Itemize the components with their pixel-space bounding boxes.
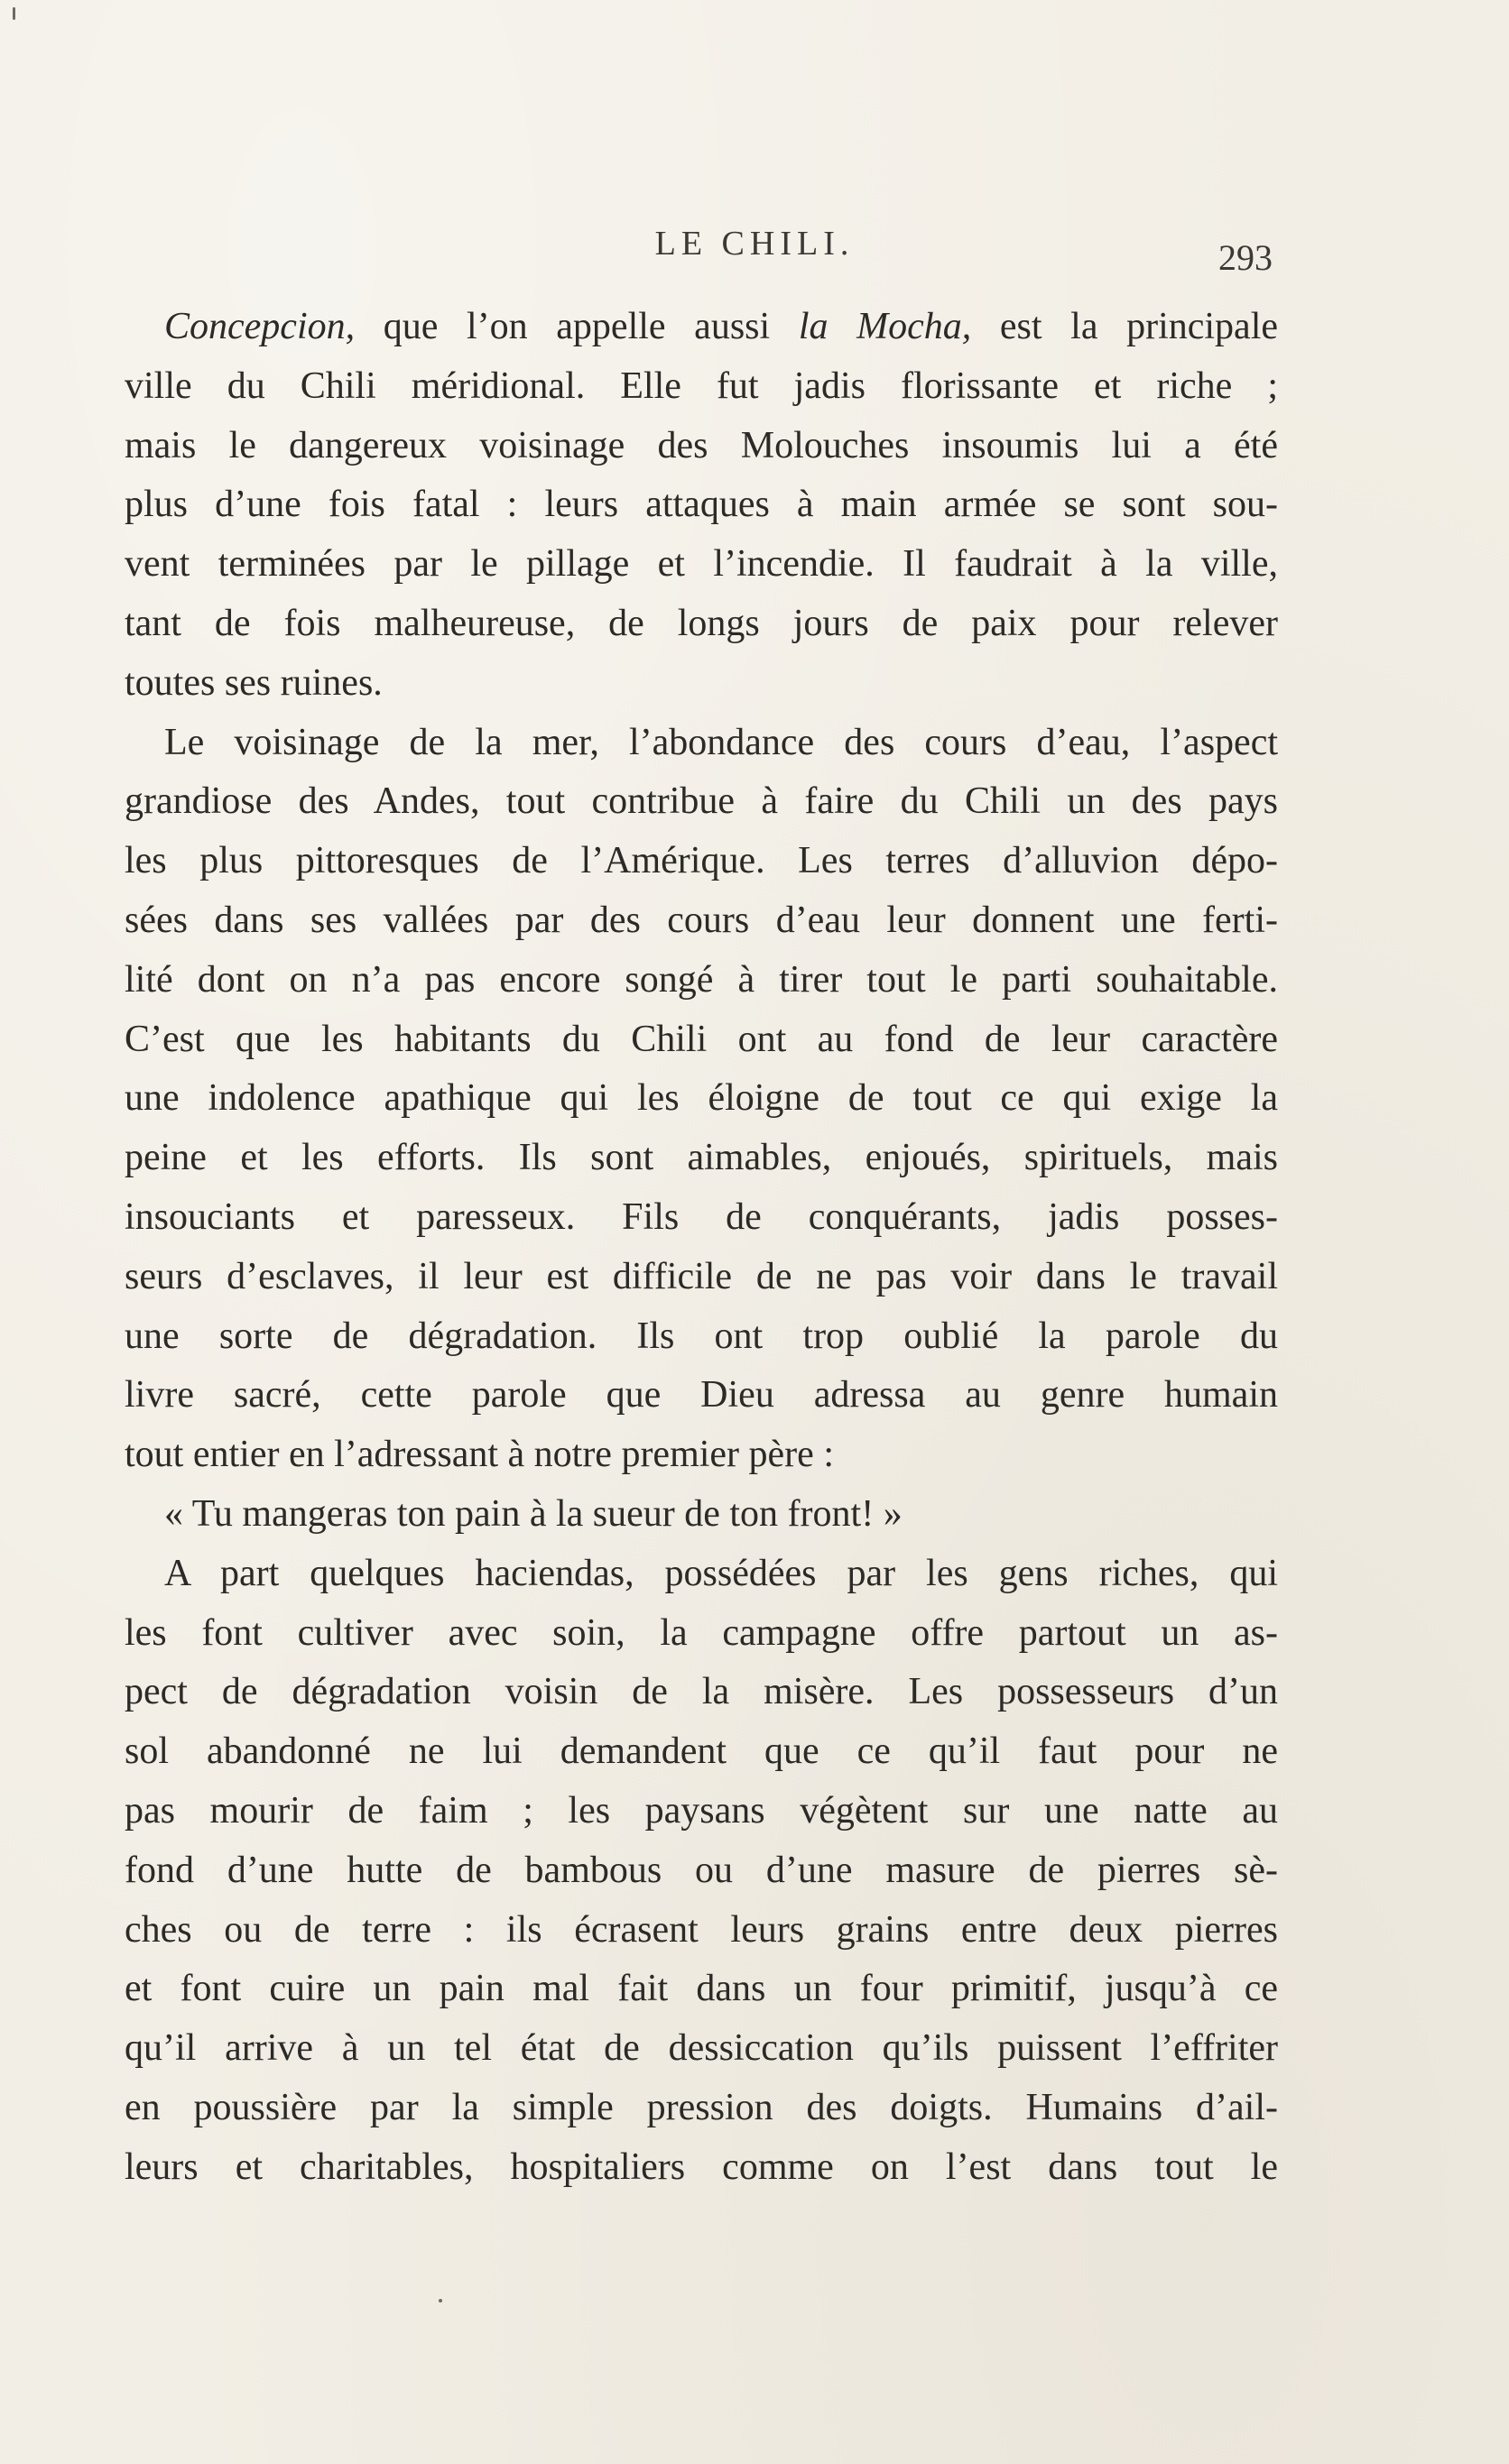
text-line: seurs d’esclaves, il leur est difficile de ne pas voir dans le travail: [125, 1255, 1278, 1297]
running-head: LE CHILI.: [654, 225, 855, 263]
text-line: pas mourir de faim ; les paysans végètent sur une natte au: [125, 1789, 1278, 1832]
text-line: et font cuire un pain mal fait dans un four primitif, jusqu’à ce: [125, 1968, 1278, 2010]
scripture-quote: [125, 1485, 1278, 1545]
text-line: A part quelques haciendas, possédées par les gens riches, qui: [164, 1552, 1278, 1594]
text-span: est la principale: [971, 306, 1279, 347]
text-line: une indolence apathique qui les éloigne de tout ce qui exige la: [125, 1077, 1278, 1120]
text-line: leurs et charitables, hospitaliers comme on l’est dans tout le: [125, 2146, 1278, 2188]
page-number: 293: [1218, 237, 1273, 278]
text-line: une sorte de dégradation. Ils ont trop oublié la parole du: [125, 1315, 1278, 1357]
body-text: [125, 298, 1278, 2198]
text-line: tant de fois malheureuse, de longs jours de paix pour relever: [125, 602, 1278, 644]
text-line: Le voisinage de la mer, l’abondance des cours d’eau, l’aspect: [164, 721, 1278, 763]
paragraph-2: [125, 714, 1278, 1485]
text-line: [125, 298, 1278, 357]
paragraph-3: [125, 1545, 1278, 2198]
text-line: ches ou de terre : ils écrasent leurs grains entre deux pierres: [125, 1908, 1278, 1951]
italic-place-name: Concepcion,: [164, 306, 356, 347]
quote-line: « Tu mangeras ton pain à la sueur de ton front! »: [164, 1492, 903, 1535]
text-line: C’est que les habitants du Chili ont au fond de leur caractère: [125, 1018, 1278, 1060]
text-line: tout entier en l’adressant à notre premier père :: [125, 1434, 834, 1476]
text-line: pect de dégradation voisin de la misère. Les possesseurs d’un: [125, 1671, 1278, 1713]
text-line: grandiose des Andes, tout contribue à faire du Chili un des pays: [125, 780, 1278, 823]
text-line: qu’il arrive à un tel état de dessiccation qu’ils puissent l’effriter: [125, 2027, 1278, 2070]
text-line: insouciants et paresseux. Fils de conquérants, jadis posses-: [125, 1195, 1278, 1238]
text-line: les font cultiver avec soin, la campagne offre partout un as-: [125, 1611, 1278, 1654]
ink-speck: [439, 2299, 442, 2303]
text-line: lité dont on n’a pas encore songé à tirer tout le parti souhaitable.: [125, 958, 1278, 1001]
italic-place-name: la Mocha,: [798, 306, 972, 347]
paragraph-1: [125, 298, 1278, 714]
text-line: ville du Chili méridional. Elle fut jadis florissante et riche ;: [125, 365, 1278, 407]
text-line: sol abandonné ne lui demandent que ce qu’il faut pour ne: [125, 1730, 1278, 1773]
text-line: toutes ses ruines.: [125, 661, 383, 704]
text-line: mais le dangereux voisinage des Molouches insoumis lui a été: [125, 424, 1278, 466]
text-line: fond d’une hutte de bambous ou d’une masure de pierres sè-: [125, 1849, 1278, 1891]
text-span: que l’on appelle aussi: [355, 306, 799, 347]
text-line: livre sacré, cette parole que Dieu adressa au genre humain: [125, 1374, 1278, 1417]
text-line: en poussière par la simple pression des doigts. Humains d’ail-: [125, 2086, 1278, 2128]
text-line: plus d’une fois fatal : leurs attaques à main armée se sont sou-: [125, 484, 1278, 526]
text-line: vent terminées par le pillage et l’incendie. Il faudrait à la ville,: [125, 543, 1278, 586]
text-line: sées dans ses vallées par des cours d’eau leur donnent une ferti-: [125, 899, 1278, 941]
text-line: les plus pittoresques de l’Amérique. Les terres d’alluvion dépo-: [125, 840, 1278, 882]
ink-speck: [13, 7, 15, 20]
text-line: peine et les efforts. Ils sont aimables, enjoués, spirituels, mais: [125, 1137, 1278, 1179]
